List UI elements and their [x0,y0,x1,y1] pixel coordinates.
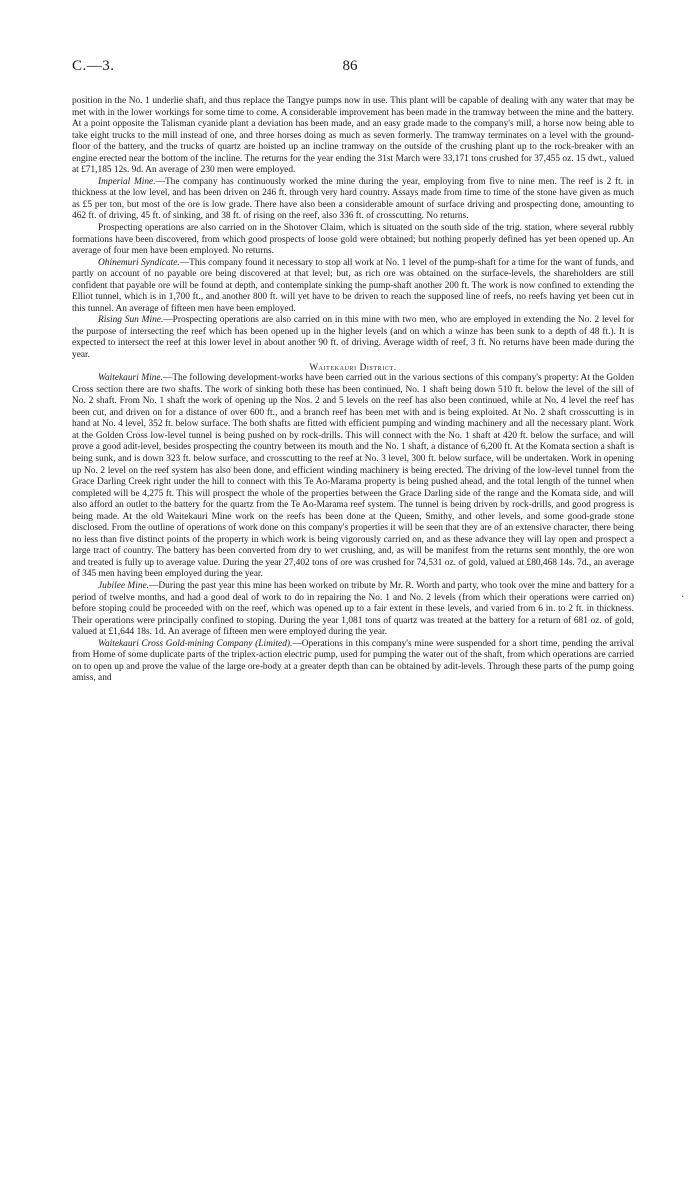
paragraph-lead: Waitekauri Mine. [98,373,163,384]
paragraph-ohinemuri-syndicate [72,258,634,316]
margin-mark: · [681,592,685,603]
paragraph-rising-sun-mine [72,315,634,361]
paragraph-text: —Operations in this company's mine were suspended for a short time, pending the arrival from Home of some duplicate parts of the triplex-action electric pump, used for pumping the water out of the shaft, from which operations are carried on to open up and prove the value of the large ore-body at a greater depth than can be obtained by adit-levels. Through these parts of the pump going amiss, and [72,638,634,684]
paragraph-jubilee-mine [72,581,634,639]
page-header [72,58,628,80]
paragraph-lead: Ohinemuri Syndicate. [98,257,180,268]
paragraph-waitekauri-cross [72,639,634,685]
paragraph-text: —The company has continuously worked the mine during the year, employing from five to nine men. The reef is 2 ft. in thickness at the low level, and has been driven on 246 ft. through very hard country. Assays made from time to time of the stone have given as much as £5 per ton, but most of the ore is low grade. There have also been a considerable amount of surface driving and prospecting done, amounting to 462 ft. of driving, 45 ft. of sinking, and 38 ft. of rising on the reef, also 336 ft. of crosscutting. No returns. [72,176,634,222]
paragraph-lead: Imperial Mine. [98,176,156,187]
paragraph-text: —The following development-works have been carried out in the various sections of this company's property: At the Golden Cross section there are two shafts. The work of sinking both these has been continued, No. 1 shaft being down 510 ft. below the level of the sill of No. 2 shaft. From No. 1 shaft the work of opening up the Nos. 2 and 5 levels on the reef has also been continued, while at No. 4 level the reef has been cut, and driven on for a distance of over 600 ft., and a branch reef has been met with and is being exploited. At No. 2 shaft crosscutting is in hand at No. 4 level, 352 ft. below surface. The both shafts are fitted with efficient pumping and winding machinery and all the necessary plant. Work at the Golden Cross low-level tunnel is being pushed on by rock-drills. This will connect with the No. 1 shaft at 420 ft. below the surface, and will prove a good adit-level, besides prospecting the country between its mouth and the No. 1 shaft, a distance of 6,200 ft. At the Komata section a shaft is being sunk, and is down 323 ft. below surface, and crosscutting to the reef at No. 3 level, 300 ft. below surface, will be undertaken. Work in opening up No. 2 level on the reef system has also been done, and efficient winding machinery is being erected. The driving of the low-level tunnel from the Grace Darling Creek right under the hill to connect with this Te Ao-Marama property is being pushed ahead, and the total length of the tunnel when completed will be 4,275 ft. This will prospect the whole of the properties between the Grace Darling side of the range and the Komata side, and will also afford an outlet to the battery for the quartz from the Te Ao-Marama reef system. The tunnel is being driven by rock-drills, and good progress is being made. At the old Waitekauri Mine work on the reefs has been done at the Queen, Smithy, and other levels, and some good-grade stone disclosed. From the outline of operations of work done on this company's properties it will be seen that they are of an extensive character, there being no less than five distinct points of the property in which work is being vigorously carried on, and as these advance they will lay open and prospect a large tract of country. The battery has been converted from dry to wet crushing, and, as will be manifest from the returns sent monthly, the ore won and treated is fully up to average value. During the year 27,402 tons of ore was crushed for 74,531 oz. of gold, valued at £80,468 14s. 7d., an average of 345 men having been employed during the year. [72,373,635,580]
paragraph-lead: Waitekauri Cross Gold-mining Company (Limited). [98,638,293,649]
paragraph-lead: Rising Sun Mine. [98,315,164,326]
paragraph-lead: Jubilee Mine. [98,580,150,591]
paragraph-waitekauri-mine [72,373,634,581]
paragraph-text: position in the No. 1 underlie shaft, and thus replace the Tangye pumps now in use. This plant will be capable of dealing with any water that may be met with in the lower workings for some time to come. A considerable improvement has been made in the tramway between the mine and the battery. At a point opposite the Talisman cyanide plant a deviation has been made, and an easy grade made to the company's mill, a horse now being able to take eight trucks to the mill instead of one, and three horses doing as much as seven formerly. The tramway terminates on a level with the ground-floor of the battery, and the trucks of quartz are hoisted up an incline tramway on the outside of the crushing plant up to the rock-breaker with an engine erected near the bottom of the incline. The returns for the year ending the 31st March were 33,171 tons crushed for 37,455 oz. 15 dwt., valued at £71,185 12s. 9d. An average of 230 men were employed. [72,96,634,176]
paragraph-shotover-claim [72,223,634,258]
page-number: 86 [342,58,358,74]
paragraph-text: —During the past year this mine has been worked on tribute by Mr. R. Worth and party, who took over the mine and battery for a period of twelve months, and had a good deal of work to do in repairing the No. 1 and No. 2 levels (from which their operations were carried on) before stoping could be proceeded with on the reef, which was opened up to a fair extent in these levels, and varied from 6 in. to 2 ft. in thickness. Their operations were principally confined to stoping. During the year 1,081 tons of quartz was treated at the battery for a return of 681 oz. of gold, valued at £1,644 18s. 1d. An average of fifteen men were employed during the year. [72,580,634,638]
document-code: C.—3. [72,58,115,74]
paragraph-text: —This company found it necessary to stop all work at No. 1 level of the pump-shaft for a time for the want of funds, and partly on account of no payable ore being discovered at that level; but, as rich ore was obtained on the surface-levels, the shareholders are still confident that payable ore will be found at depth, and contemplate sinking the pump-shaft another 200 ft. The work is now confined to extending the Elliot tunnel, which is in 1,700 ft., and another 800 ft. will yet have to be driven to reach the supposed line of reefs, no reefs having yet been cut in this tunnel. An average of fifteen men have been employed. [72,257,634,314]
paragraph-continuation [72,96,634,177]
paragraph-imperial-mine [72,177,634,223]
body-text [72,96,634,685]
paragraph-text: Prospecting operations are also carried on in the Shotover Claim, which is situated on the south side of the trig. station, where several rubbly formations have been discovered, from which good prospects of loose gold were obtained; but nothing properly defined has yet been opened up. An average of four men have been employed. No returns. [72,223,634,257]
paragraph-text: —Prospecting operations are also carried on in this mine with two men, who are employed in extending the No. 2 level for the purpose of intersecting the reef which has been opened up in the higher levels (and on which a winze has been sunk to a depth of 48 ft.). It is expected to intersect the reef at this lower level in about another 90 ft. of driving. Average width of reef, 3 ft. No returns have been made during the year. [72,315,635,361]
section-heading: Waitekauri District. [309,361,397,372]
